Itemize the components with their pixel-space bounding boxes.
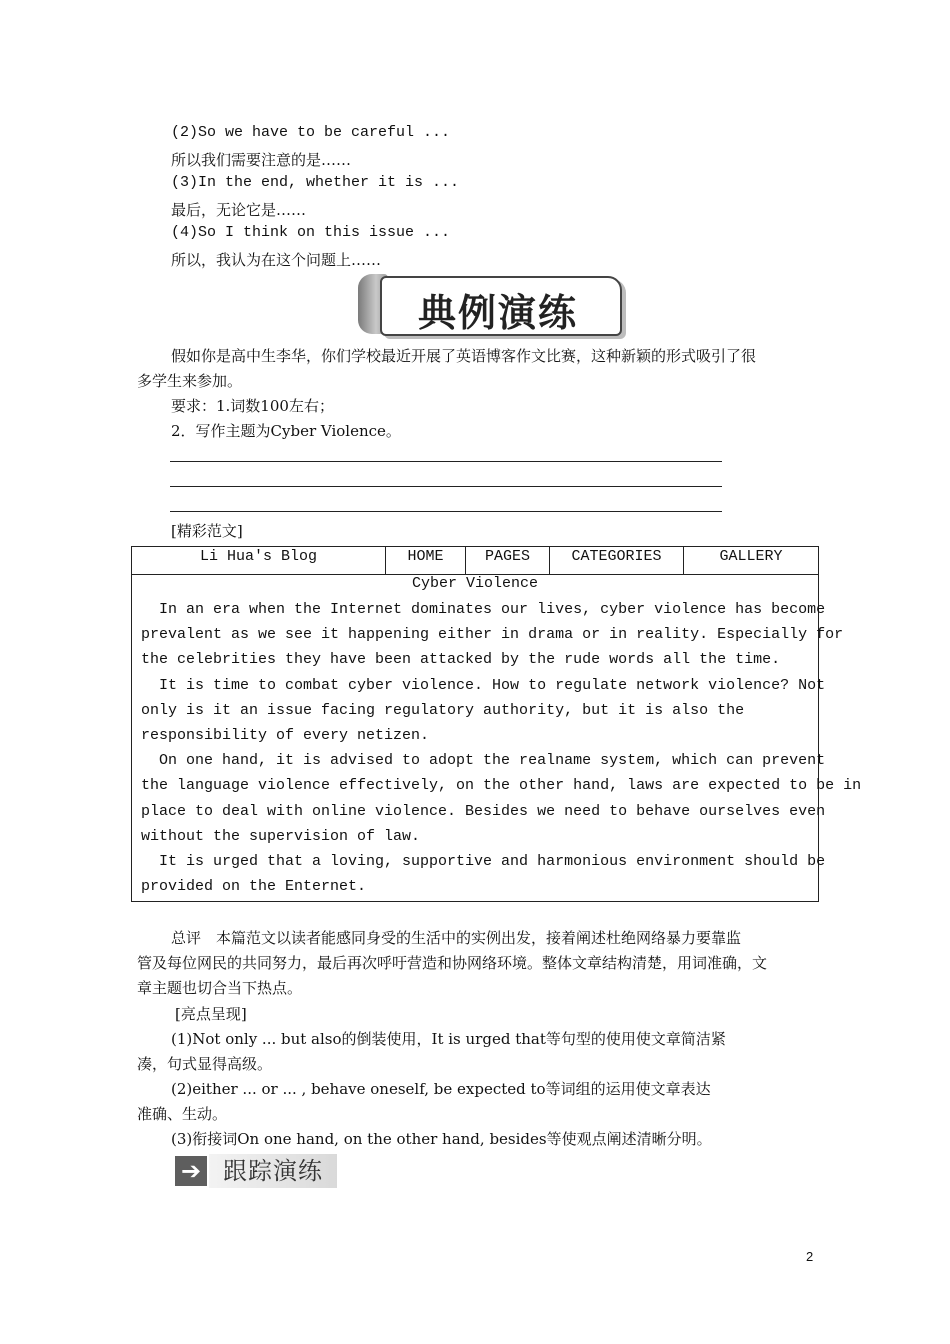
blog-header-row	[132, 547, 818, 575]
section-banner-practice	[175, 1150, 341, 1192]
task-requirement-2: 2．写作主题为Cyber Violence。	[171, 422, 401, 440]
nav-categories[interactable]: CATEGORIES	[550, 547, 684, 574]
blog-name: Li Hua's Blog	[132, 547, 386, 574]
answer-line-3	[170, 511, 722, 512]
intro-line-5: (4)So I think on this issue ...	[171, 224, 451, 241]
highlights-label: [亮点呈现]	[175, 1005, 247, 1023]
nav-gallery[interactable]: GALLERY	[719, 548, 783, 565]
blog-line: the language violence effectively, on the other hand, laws are expected to be in	[141, 777, 862, 795]
blog-line: It is urged that a loving, supportive and harmonious environment should be	[141, 853, 826, 871]
blog-line: place to deal with online violence. Besides we need to behave ourselves even	[141, 802, 826, 820]
review-line-1: 总评 本篇范文以读者能感同身受的生活中的实例出发，接着阐述杜绝网络暴力要靠监	[171, 929, 742, 947]
review-line-3: 章主题也切合当下热点。	[137, 979, 303, 997]
task-paragraph-line-2: 多学生来参加。	[137, 372, 243, 390]
blog-line: It is time to combat cyber violence. How to regulate network violence? Not	[141, 676, 826, 694]
highlight-2-line-2: 准确、生动。	[137, 1105, 228, 1123]
section-banner-examples	[358, 272, 624, 336]
intro-line-6: 所以，我认为在这个问题上……	[171, 251, 382, 269]
arrow-right-icon: ➔	[175, 1156, 207, 1186]
nav-home[interactable]: HOME	[386, 547, 466, 574]
intro-line-2: 所以我们需要注意的是……	[171, 151, 352, 169]
blog-line: On one hand, it is advised to adopt the realname system, which can prevent	[141, 752, 826, 770]
blog-post-title: Cyber Violence	[411, 575, 539, 592]
blog-line: provided on the Enternet.	[141, 878, 367, 896]
highlight-1-line-2: 凑，句式显得高级。	[137, 1055, 273, 1073]
blog-line: without the supervision of law.	[141, 827, 421, 845]
model-essay-label: [精彩范文]	[171, 522, 243, 540]
page-number: 2	[806, 1249, 814, 1264]
blog-post-body	[141, 597, 862, 899]
highlight-1-line-1: (1)Not only ... but also的倒装使用，It is urged that等句型的使用使文章简洁紧	[171, 1030, 726, 1048]
review-line-2: 管及每位网民的共同努力，最后再次呼吁营造和协网络环境。整体文章结构清楚，用词准确，文	[137, 954, 768, 972]
task-paragraph-line-1: 假如你是高中生李华，你们学校最近开展了英语博客作文比赛，这种新颖的形式吸引了很	[171, 347, 757, 365]
blog-line: responsibility of every netizen.	[141, 727, 430, 745]
answer-line-1	[170, 461, 722, 462]
blog-line: prevalent as we see it happening either in drama or in reality. Especially for	[141, 626, 844, 644]
blog-line: only is it an issue facing regulatory authority, but it is also the	[141, 701, 745, 719]
blog-line: the celebrities they have been attacked by the rude words all the time.	[141, 651, 781, 669]
highlight-3: (3)衔接词On one hand, on the other hand, besides等使观点阐述清晰分明。	[171, 1130, 712, 1148]
intro-line-4: 最后，无论它是……	[171, 201, 307, 219]
blog-table	[131, 546, 862, 902]
intro-line-1: (2)So we have to be careful ...	[171, 124, 451, 141]
section-banner-title: 典例演练	[418, 291, 579, 335]
blog-line: In an era when the Internet dominates our lives, cyber violence has become	[141, 601, 826, 618]
highlight-2-line-1: (2)either ... or ... , behave oneself, be expected to等词组的运用使文章表达	[171, 1080, 711, 1098]
answer-line-2	[170, 486, 722, 487]
practice-banner-title: 跟踪演练	[209, 1154, 337, 1188]
intro-line-3: (3)In the end, whether it is ...	[171, 174, 460, 191]
task-requirement-1: 要求：1.词数100左右；	[171, 397, 334, 415]
nav-pages[interactable]: PAGES	[466, 547, 550, 574]
